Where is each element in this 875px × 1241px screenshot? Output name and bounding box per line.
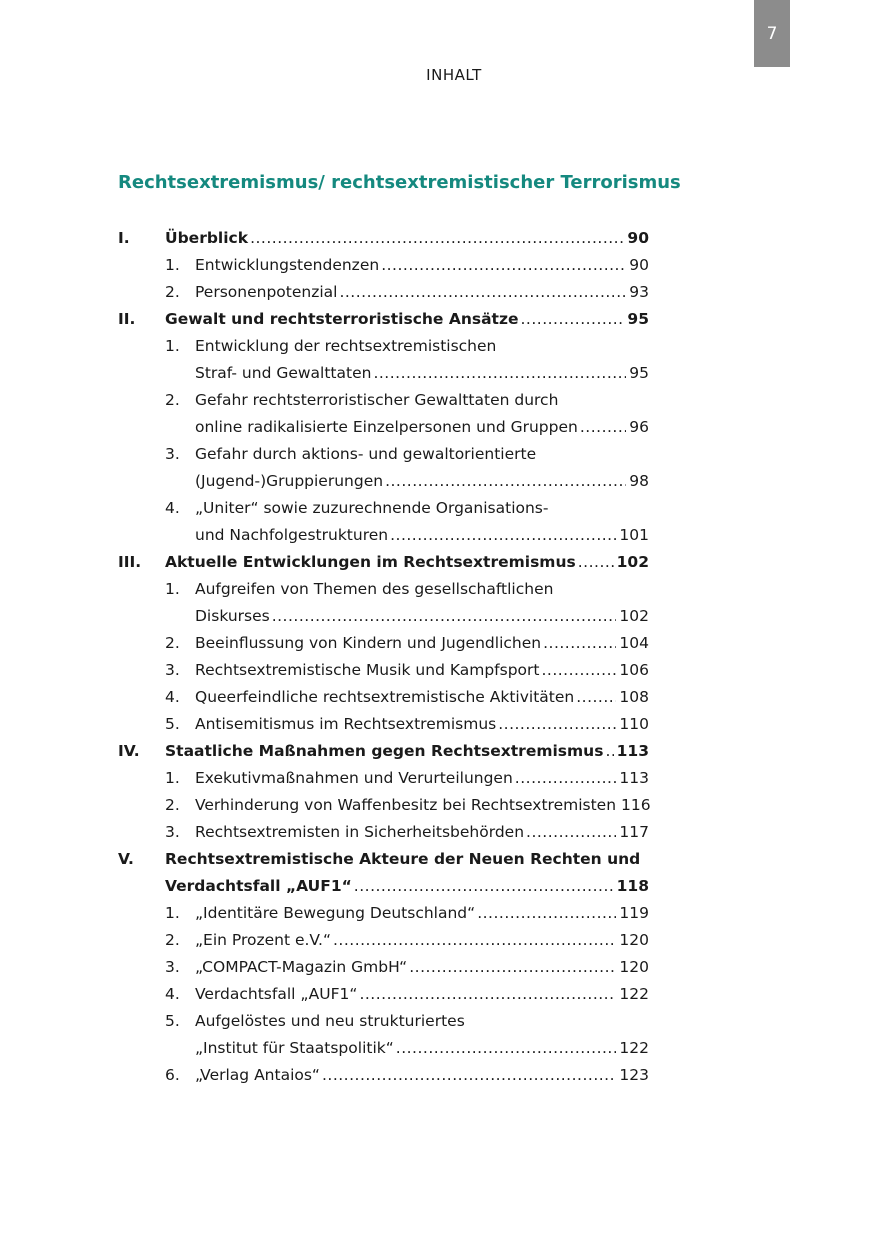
toc-entry-page: 117 (619, 823, 649, 841)
toc-entry-number: 3. (165, 823, 180, 841)
toc-entry-title: „Identitäre Bewegung Deutschland“ (195, 904, 476, 922)
dot-leader (339, 279, 626, 306)
toc-entry-line (195, 414, 649, 441)
dot-leader (526, 819, 616, 846)
toc-entry-title: „Institut für Staatspolitik“ (195, 1039, 394, 1057)
toc-entry-page: 104 (619, 634, 649, 652)
toc-entry-line (195, 252, 649, 279)
toc-entry-title: Gewalt und rechtsterroristische Ansätze (165, 310, 519, 328)
toc-entry (118, 576, 649, 603)
toc-entry-page: 93 (629, 283, 649, 301)
dot-leader (541, 657, 616, 684)
toc-entry-number: 3. (165, 445, 180, 463)
toc-entry-title: Diskurses (195, 607, 270, 625)
toc-entry (118, 468, 649, 495)
dot-leader (390, 522, 616, 549)
toc-entry-line (195, 495, 649, 522)
toc-entry (118, 522, 649, 549)
toc-entry (118, 711, 649, 738)
toc-entry-line (195, 1062, 649, 1089)
toc-entry-line (165, 738, 649, 765)
toc-entry-title: „COMPACT-Magazin GmbH“ (195, 958, 408, 976)
toc-entry-line (195, 684, 649, 711)
toc-entry-title: Rechtsextremistische Musik und Kampfsport (195, 661, 540, 679)
toc-entry-number: III. (118, 553, 142, 571)
toc-entry-title: Queerfeindliche rechtsextremistische Aktivitäten (195, 688, 575, 706)
toc-entry-page: 118 (616, 877, 649, 895)
toc-entry-line (195, 954, 649, 981)
toc-entry (118, 441, 649, 468)
toc-entry (118, 387, 649, 414)
toc-entry-title: Aufgreifen von Themen des gesellschaftlichen (195, 580, 554, 598)
toc-entry-title: Rechtsextremistische Akteure der Neuen Rechten und (165, 850, 641, 868)
dot-leader (322, 1062, 616, 1089)
toc-entry-line (195, 387, 649, 414)
toc-entry-line (195, 630, 649, 657)
toc-entry (118, 846, 649, 873)
dot-leader (354, 873, 614, 900)
toc-entry-line (195, 441, 649, 468)
toc-entry-number: 1. (165, 580, 180, 598)
dot-leader (381, 252, 626, 279)
toc-entry-title: „Ein Prozent e.V.“ (195, 931, 331, 949)
toc-entry-number: 3. (165, 958, 180, 976)
toc-entry (118, 819, 649, 846)
toc-entry-number: 2. (165, 796, 180, 814)
toc-entry-line (195, 1035, 649, 1062)
dot-leader (333, 927, 616, 954)
toc-entry-number: 2. (165, 391, 180, 409)
toc-entry-line (195, 1008, 649, 1035)
dot-leader (521, 306, 625, 333)
toc-entry-title: Aufgelöstes und neu strukturiertes (195, 1012, 465, 1030)
dot-leader (605, 738, 613, 765)
toc-entry (118, 279, 649, 306)
toc-entry-number: 5. (165, 1012, 180, 1030)
toc-entry (118, 927, 649, 954)
toc-entry-page: 96 (629, 418, 649, 436)
toc-entry-title: Staatliche Maßnahmen gegen Rechtsextremismus (165, 742, 604, 760)
toc-entry-page: 102 (616, 553, 649, 571)
toc-entry-number: 1. (165, 256, 180, 274)
dot-leader (250, 225, 624, 252)
toc-entry-number: 2. (165, 931, 180, 949)
toc-entry-line (165, 846, 649, 873)
toc-entry-line (165, 549, 649, 576)
dot-leader (409, 954, 616, 981)
dot-leader (396, 1035, 617, 1062)
toc-entry-page: 106 (619, 661, 649, 679)
toc-entry-line (195, 765, 649, 792)
toc-entry (118, 1062, 649, 1089)
toc-entry-line (195, 603, 649, 630)
toc-entry (118, 738, 649, 765)
toc-entry-page: 122 (619, 1039, 649, 1057)
toc-entry (118, 333, 649, 360)
toc-entry-number: 1. (165, 337, 180, 355)
toc-entry-title: Verhinderung von Waffenbesitz bei Rechtsextremisten (195, 796, 617, 814)
toc-entry (118, 792, 649, 819)
toc-entry-number: 6. (165, 1066, 180, 1084)
toc-entry-title: Rechtsextremisten in Sicherheitsbehörden (195, 823, 525, 841)
toc-entry (118, 873, 649, 900)
toc-entry (118, 900, 649, 927)
toc-entry-title: Personenpotenzial (195, 283, 338, 301)
toc-entry-number: IV. (118, 742, 140, 760)
toc-entry-number: II. (118, 310, 136, 328)
toc-entry-line (195, 657, 649, 684)
toc-entry (118, 765, 649, 792)
toc-entry-number: 2. (165, 283, 180, 301)
toc-entry-title: Verdachtsfall „AUF1“ (195, 985, 358, 1003)
toc-entry-line (195, 819, 649, 846)
toc-entry-line (165, 225, 649, 252)
dot-leader (477, 900, 616, 927)
toc-entry-page: 108 (619, 688, 649, 706)
toc-entry-title: Überblick (165, 229, 249, 247)
dot-leader (498, 711, 616, 738)
toc-entry-page: 95 (629, 364, 649, 382)
toc-entry-line (165, 873, 649, 900)
dot-leader (580, 414, 626, 441)
toc-entry (118, 360, 649, 387)
toc-entry-number: 4. (165, 499, 180, 517)
toc-entry-title: (Jugend-)Gruppierungen (195, 472, 384, 490)
toc-entry (118, 1008, 649, 1035)
toc-entry (118, 981, 649, 1008)
toc-entry-title: „Uniter“ sowie zuzurechnende Organisations- (195, 499, 549, 517)
dot-leader (359, 981, 616, 1008)
toc-entry-number: 4. (165, 985, 180, 1003)
toc-entry-line (195, 576, 649, 603)
page-number-tab: 7 (754, 0, 790, 67)
toc-entry-line (195, 522, 649, 549)
toc-entry-line (195, 333, 649, 360)
toc-entry-title: Aktuelle Entwicklungen im Rechtsextremismus (165, 553, 576, 571)
toc-entry-page: 119 (619, 904, 649, 922)
toc-entry (118, 306, 649, 333)
toc-entry (118, 603, 649, 630)
toc-entry-number: 5. (165, 715, 180, 733)
toc-entry (118, 954, 649, 981)
toc-entry-page: 90 (627, 229, 649, 247)
toc-entry-title: Gefahr rechtsterroristischer Gewalttaten durch (195, 391, 559, 409)
toc-entry (118, 684, 649, 711)
toc-entry-title: Beeinflussung von Kindern und Jugendlichen (195, 634, 542, 652)
toc-entry-line (195, 279, 649, 306)
dot-leader (272, 603, 617, 630)
toc-entry-number: V. (118, 850, 134, 868)
toc-entry-title: Entwicklung der rechtsextremistischen (195, 337, 497, 355)
toc-entry-title: Verdachtsfall „AUF1“ (165, 877, 352, 895)
toc-entry-page: 98 (629, 472, 649, 490)
toc-entry-page: 123 (619, 1066, 649, 1084)
toc-entry-page: 113 (619, 769, 649, 787)
toc-entry-number: 3. (165, 661, 180, 679)
toc-entry-title: online radikalisierte Einzelpersonen und Gruppen (195, 418, 578, 436)
toc-entry-page: 102 (619, 607, 649, 625)
toc-entry-line (195, 360, 649, 387)
toc-entry-page: 116 (621, 796, 651, 814)
toc-entry (118, 495, 649, 522)
toc-entry-line (195, 711, 649, 738)
toc-entry-title: Straf- und Gewalttaten (195, 364, 372, 382)
toc-entry-page: 113 (616, 742, 649, 760)
toc-entry-title: Exekutivmaßnahmen und Verurteilungen (195, 769, 513, 787)
dot-leader (543, 630, 616, 657)
toc-entry-page: 120 (619, 931, 649, 949)
dot-leader (576, 684, 616, 711)
toc-entry-title: Entwicklungstendenzen (195, 256, 380, 274)
dot-leader (385, 468, 626, 495)
toc-entry-title: Antisemitismus im Rechtsextremismus (195, 715, 497, 733)
toc-entry-line (195, 792, 649, 819)
toc-entry-line (195, 468, 649, 495)
toc-entry (118, 657, 649, 684)
dot-leader (373, 360, 626, 387)
toc-entry-number: 4. (165, 688, 180, 706)
dot-leader (578, 549, 614, 576)
toc-entry-line (195, 900, 649, 927)
section-title: Rechtsextremismus/ rechtsextremistischer Terrorismus (118, 172, 681, 193)
toc-entry (118, 549, 649, 576)
table-of-contents (118, 225, 649, 1089)
toc-entry-line (195, 927, 649, 954)
toc-entry-page: 101 (619, 526, 649, 544)
toc-entry (118, 1035, 649, 1062)
dot-leader (515, 765, 617, 792)
toc-entry-page: 122 (619, 985, 649, 1003)
toc-entry-page: 95 (627, 310, 649, 328)
toc-entry-number: 2. (165, 634, 180, 652)
toc-entry (118, 630, 649, 657)
toc-entry-number: I. (118, 229, 130, 247)
toc-entry-line (195, 981, 649, 1008)
running-head: INHALT (426, 66, 482, 84)
toc-entry-number: 1. (165, 769, 180, 787)
toc-entry-page: 120 (619, 958, 649, 976)
toc-entry-number: 1. (165, 904, 180, 922)
toc-entry-page: 110 (619, 715, 649, 733)
toc-entry (118, 252, 649, 279)
toc-entry-title: Gefahr durch aktions- und gewaltorientierte (195, 445, 537, 463)
toc-entry-page: 90 (629, 256, 649, 274)
toc-entry (118, 225, 649, 252)
toc-entry (118, 414, 649, 441)
toc-entry-title: und Nachfolgestrukturen (195, 526, 389, 544)
toc-entry-line (165, 306, 649, 333)
toc-entry-title: „Verlag Antaios“ (195, 1066, 320, 1084)
